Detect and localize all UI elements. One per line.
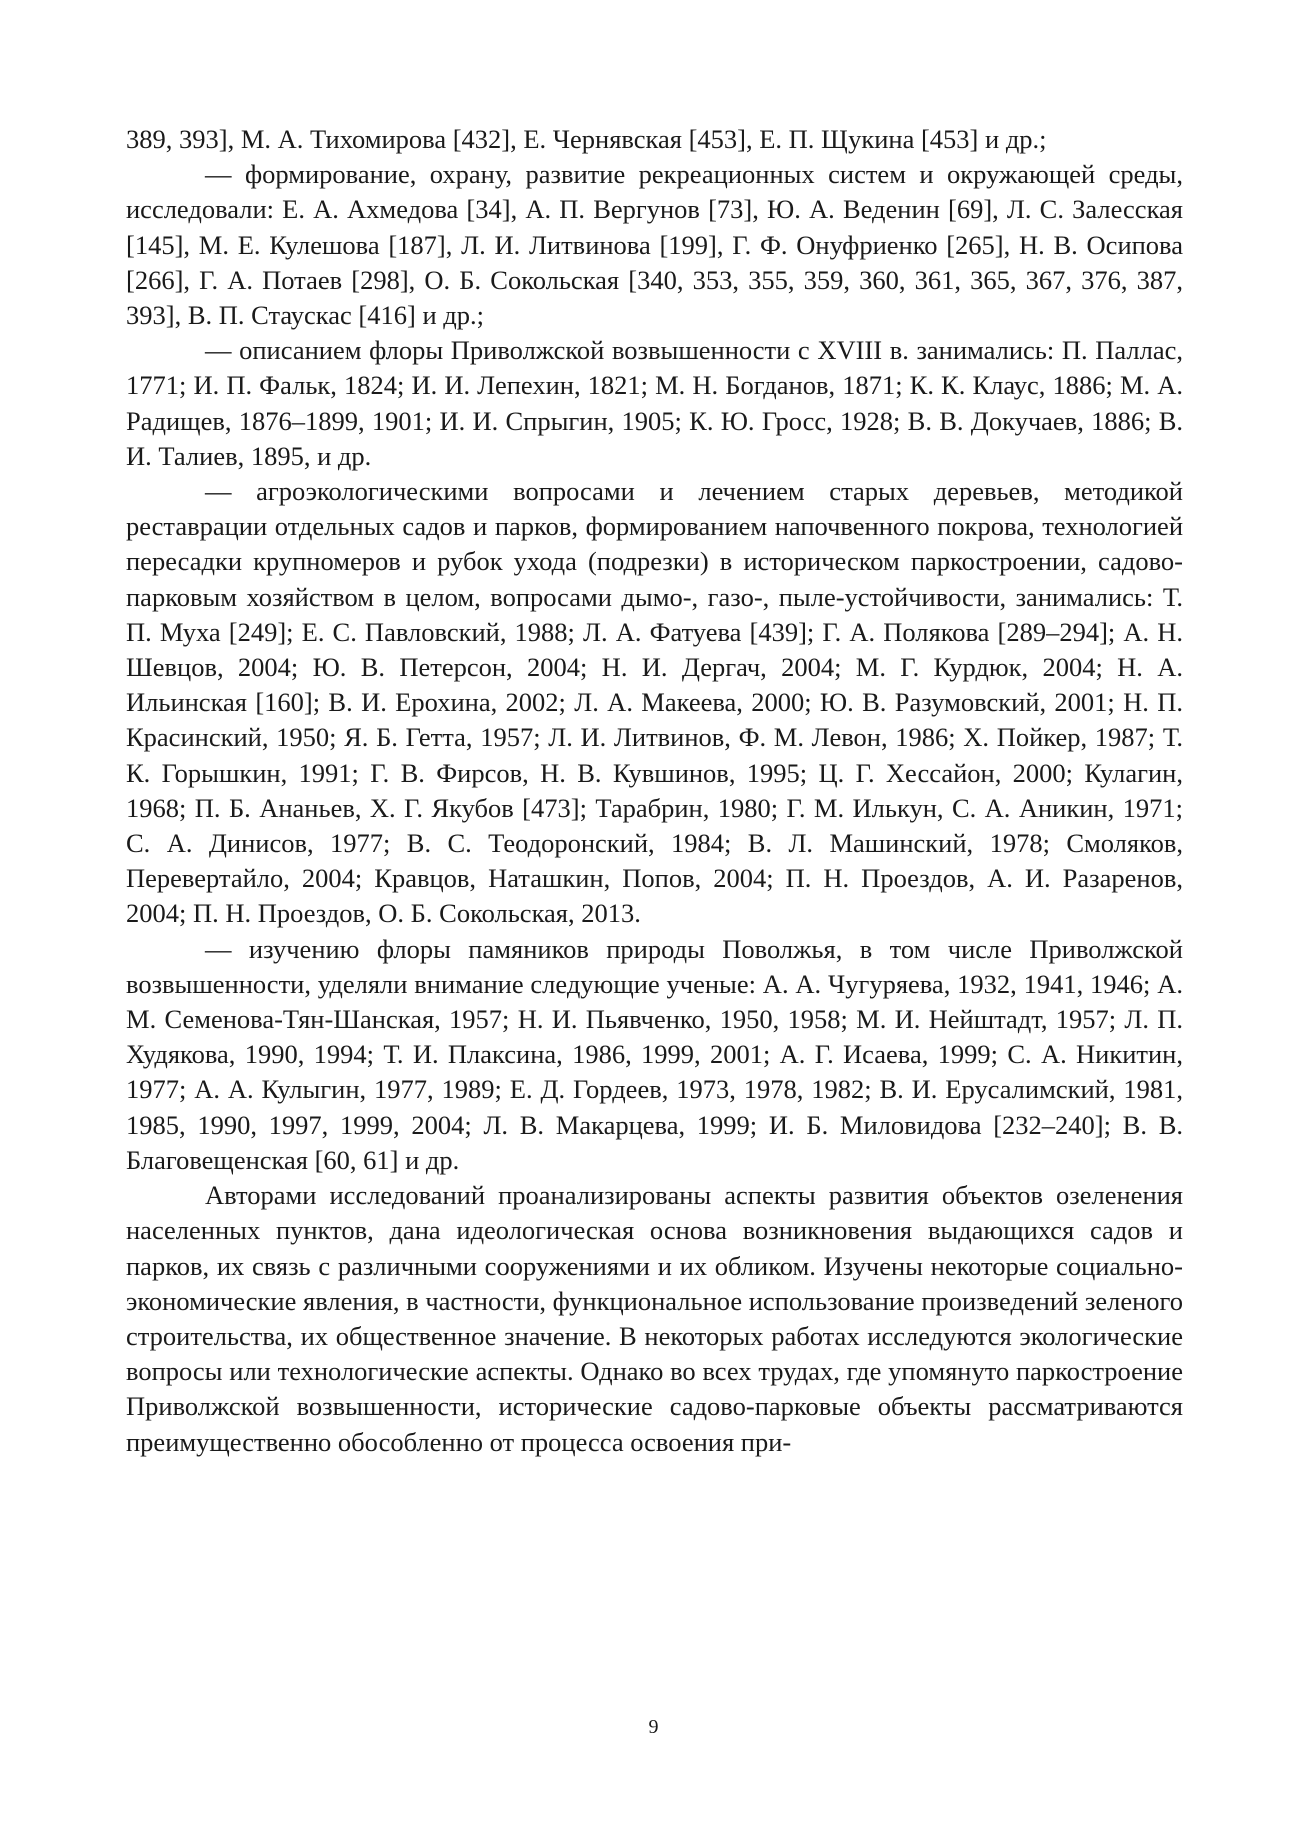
page-body — [126, 122, 1183, 1460]
paragraph-agroecology: — агроэкологическими вопросами и лечением старых деревьев, методикой реставрации отдельных садов и парков, формированием напочвенного покрова, технологией пересадки крупномеров и рубок ухода (подрезки) в историческом паркостроении, садово-парковым хозяйством в целом, вопросами дымо-, газо-, пыле-устойчивости, занимались: Т. П. Муха [249]; Е. С. Павловский, 1988; Л. А. Фатуева [439]; Г. А. Полякова [289–294]; А. Н. Шевцов, 2004; Ю. В. Петерсон, 2004; Н. И. Дергач, 2004; М. Г. Курдюк, 2004; Н. А. Ильинская [160]; В. И. Ерохина, 2002; Л. А. Макеева, 2000; Ю. В. Разумовский, 2001; Н. П. Красинский, 1950; Я. Б. Гетта, 1957; Л. И. Литвинов, Ф. М. Левон, 1986; Х. Пойкер, 1987; Т. К. Горышкин, 1991; Г. В. Фирсов, Н. В. Кувшинов, 1995; Ц. Г. Хессайон, 2000; Кулагин, 1968; П. Б. Ананьев, Х. Г. Якубов [473]; Тарабрин, 1980; Г. М. Илькун, С. А. Аникин, 1971; С. А. Динисов, 1977; В. С. Теодоронский, 1984; В. Л. Машинский, 1978; Смоляков, Перевертайло, 2004; Кравцов, Наташкин, Попов, 2004; П. Н. Проездов, А. И. Разаренов, 2004; П. Н. Проездов, О. Б. Сокольская, 2013. — [126, 476, 1183, 929]
paragraph-summary: Авторами исследований проанализированы аспекты развития объектов озеленения населенных пунктов, дана идеологическая основа возникновения выдающихся садов и парков, их связь с различными сооружениями и их обликом. Изучены некоторые социально-экономические явления, в частности, функциональное использование произведений зеленого строительства, их общественное значение. В некоторых работах исследуются экологические вопросы или технологические аспекты. Однако во всех трудах, где упомянуто паркостроение Приволжской возвышенности, исторические садово-парковые объекты рассматриваются преимущественно обособленно от процесса освоения при- — [126, 1180, 1183, 1457]
page-number: 9 — [648, 1716, 659, 1738]
paragraph-continuation: 389, 393], М. А. Тихомирова [432], Е. Чернявская [453], Е. П. Щукина [453] и др.; — [126, 124, 1047, 154]
paragraph-monuments: — изучению флоры памяников природы Поволжья, в том числе Приволжской возвышенности, уделяли внимание следующие ученые: А. А. Чугуряева, 1932, 1941, 1946; А. М. Семенова-Тян-Шанская, 1957; Н. И. Пьявченко, 1950, 1958; М. И. Нейштадт, 1957; Л. П. Худякова, 1990, 1994; Т. И. Плаксина, 1986, 1999, 2001; А. Г. Исаева, 1999; С. А. Никитин, 1977; А. А. Кулыгин, 1977, 1989; Е. Д. Гордеев, 1973, 1978, 1982; В. И. Ерусалимский, 1981, 1985, 1990, 1997, 1999, 2004; Л. В. Макарцева, 1999; И. Б. Миловидова [232–240]; В. В. Благовещенская [60, 61] и др. — [126, 933, 1183, 1175]
paragraph-recreation: — формирование, охрану, развитие рекреационных систем и окружающей среды, исследовали: Е. А. Ахмедова [34], А. П. Вергунов [73], Ю. А. Веденин [69], Л. С. Залесская [145], М. Е. Кулешова [187], Л. И. Литвинова [199], Г. Ф. Онуфриенко [265], Н. В. Осипова [266], Г. А. Потаев [298], О. Б. Сокольская [340, 353, 355, 359, 360, 361, 365, 367, 376, 387, 393], В. П. Стаускас [416] и др.; — [126, 159, 1183, 331]
paragraph-flora: — описанием флоры Приволжской возвышенности с XVIII в. занимались: П. Паллас, 1771; И. П. Фальк, 1824; И. И. Лепехин, 1821; М. Н. Богданов, 1871; К. К. Клаус, 1886; М. А. Радищев, 1876–1899, 1901; И. И. Спрыгин, 1905; К. Ю. Гросс, 1928; В. В. Докучаев, 1886; В. И. Талиев, 1895, и др. — [126, 335, 1183, 471]
